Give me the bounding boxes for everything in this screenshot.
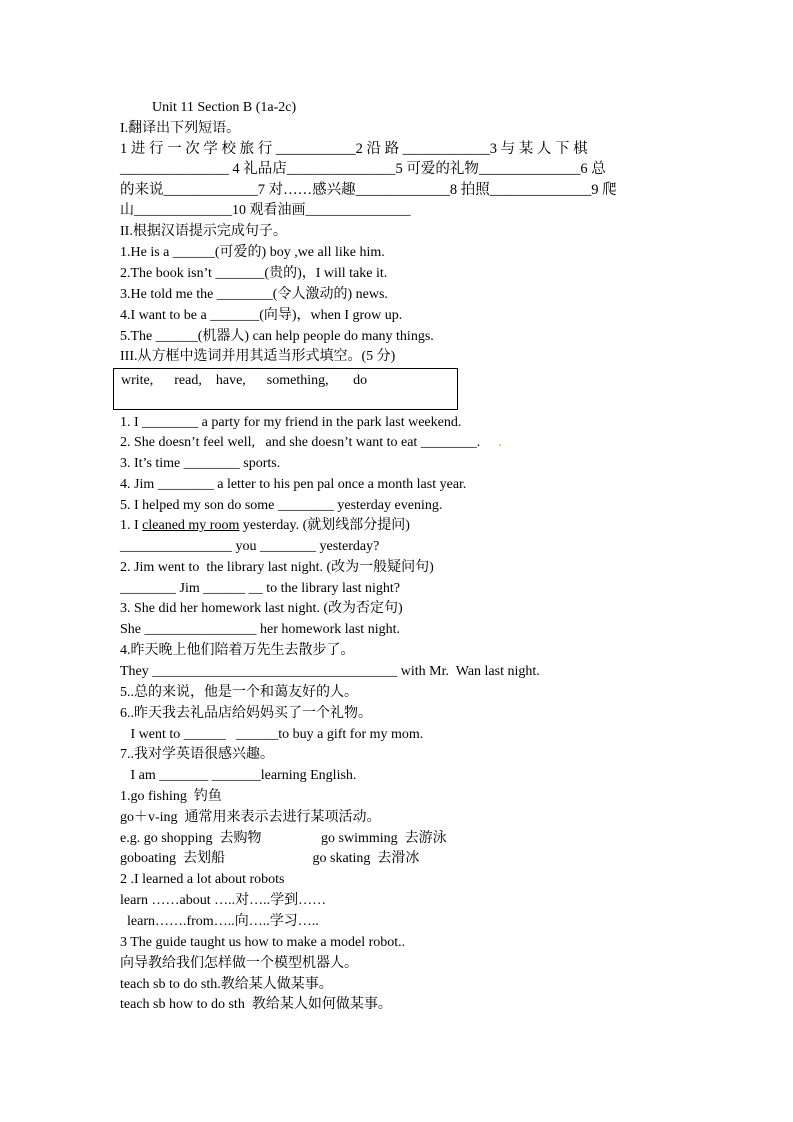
rewrite-q1: [120, 516, 410, 536]
note-line: 2 .I learned a lot about robots: [120, 872, 285, 887]
rewrite-q1-underlined: cleaned my room: [142, 518, 240, 533]
note-line: e.g. go shopping 去购物 go swimming 去游泳: [120, 831, 447, 846]
note-line: learn…….from…..向…..学习…..: [120, 914, 319, 929]
section3-item: [120, 433, 502, 453]
section2-heading: II.根据汉语提示完成句子。: [120, 224, 287, 239]
note-line: teach sb how to do sth 教给某人如何做某事。: [120, 997, 392, 1012]
page-title: Unit 11 Section B (1a-2c): [152, 100, 297, 115]
translate-line: 4.昨天晚上他们陪着万先生去散步了。: [120, 643, 355, 658]
section2-item: 1.He is a ______(可爱的) boy ,we all like him.: [120, 245, 385, 260]
section1-line: 1 进 行 一 次 学 校 旅 行 ___________2 沿 路 ____________3 与 某 人 下 棋: [120, 141, 588, 157]
translate-line: 7..我对学英语很感兴趣。: [120, 747, 274, 762]
section2-item: 5.The ______(机器人) can help people do many things.: [120, 329, 434, 344]
section2-item: 3.He told me the ________(令人激动的) news.: [120, 287, 388, 302]
section3-item-text: 2. She doesn’t feel well, and she doesn’t want to eat ________.: [120, 435, 481, 450]
note-line: 向导教给我们怎样做一个模型机器人。: [120, 956, 358, 971]
rewrite-q1-prefix: 1. I: [120, 518, 143, 533]
translate-line: 5..总的来说，他是一个和蔼友好的人。: [120, 685, 358, 700]
section1-line: _______________ 4 礼品店_______________5 可爱的礼物______________6 总: [120, 161, 606, 177]
note-line: go＋v-ing 通常用来表示去进行某项活动。: [120, 810, 381, 825]
section3-heading: III.从方框中选词并用其适当形式填空。(5 分): [120, 349, 396, 364]
section2-item: 2.The book isn’t _______(贵的)，I will take it.: [120, 266, 388, 281]
note-line: 3 The guide taught us how to make a model robot..: [120, 935, 406, 950]
rewrite-line: 2. Jim went to the library last night. (改为一般疑问句): [120, 560, 434, 575]
translate-line: 6..昨天我去礼品店给妈妈买了一个礼物。: [120, 706, 372, 721]
section1-heading: I.翻译出下列短语。: [120, 121, 241, 136]
note-line: goboating 去划船 go skating 去滑冰: [120, 851, 420, 866]
rewrite-line: 3. She did her homework last night. (改为否定句): [120, 601, 403, 616]
word-box: [113, 368, 458, 410]
section3-item: 3. It’s time ________ sports.: [120, 456, 281, 471]
section3-item: 4. Jim ________ a letter to his pen pal once a month last year.: [120, 477, 467, 492]
rewrite-line: ________________ you ________ yesterday?: [120, 539, 380, 554]
rewrite-q1-suffix: yesterday. (就划线部分提问): [239, 518, 410, 533]
stray-dot: .: [498, 435, 502, 450]
section3-item: 1. I ________ a party for my friend in the park last weekend.: [120, 415, 462, 430]
note-line: learn ……about …..对…..学到……: [120, 893, 327, 908]
section1-line: 山______________10 观看油画_______________: [120, 203, 411, 218]
section2-item: 4.I want to be a _______(向导)，when I grow up.: [120, 308, 403, 323]
rewrite-line: ________ Jim ______ __ to the library last night?: [120, 581, 400, 596]
word-box-words: write, read, have, something, do: [121, 373, 368, 388]
section1-line: 的来说_____________7 对……感兴趣_____________8 拍照______________9 爬: [120, 182, 617, 198]
section3-item: 5. I helped my son do some ________ yesterday evening.: [120, 498, 443, 513]
note-line: 1.go fishing 钓鱼: [120, 789, 222, 804]
translate-line: I am _______ _______learning English.: [120, 768, 357, 783]
translate-line: They ___________________________________ with Mr. Wan last night.: [120, 664, 540, 679]
rewrite-line: She ________________ her homework last night.: [120, 622, 400, 637]
note-line: teach sb to do sth.教给某人做某事。: [120, 977, 333, 992]
translate-line: I went to ______ ______to buy a gift for my mom.: [120, 727, 424, 742]
